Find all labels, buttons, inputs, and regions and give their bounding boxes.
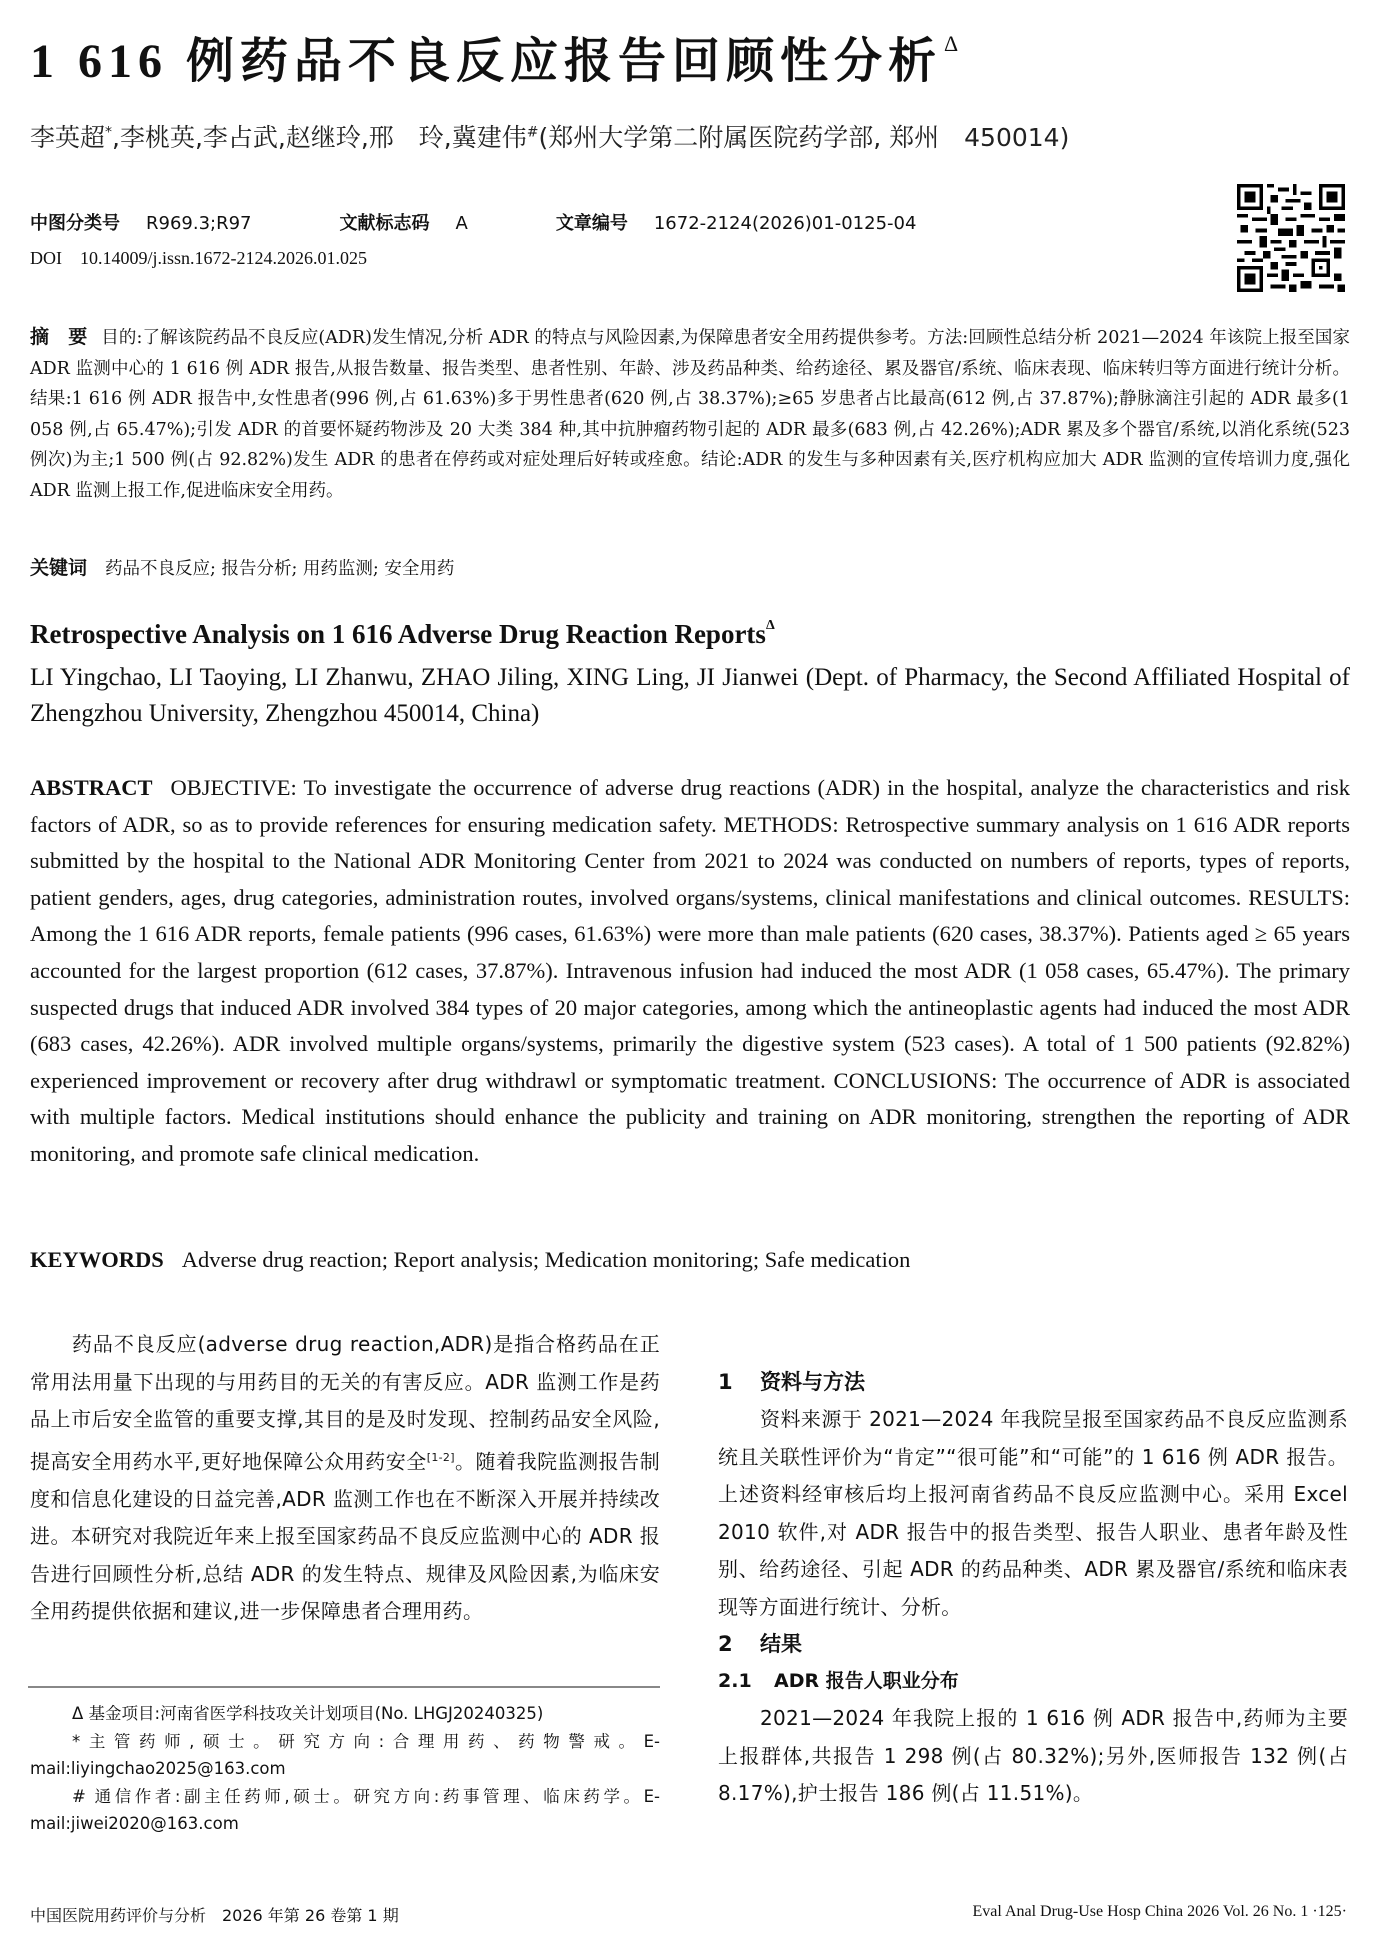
keywords-cn [30, 553, 454, 580]
abstract-en-label: ABSTRACT [30, 775, 153, 800]
doi-value[interactable]: 10.14009/j.issn.1672-2124.2026.01.025 [80, 248, 368, 268]
english-title [30, 618, 775, 650]
doccode-label: 文献标志码 [339, 213, 430, 234]
intro-text-a: 药品不良反应(adverse drug reaction,ADR)是指合格药品在正常用法用量下出现的与用药目的无关的有害反应。ADR 监测工作是药品上市后安全监管的重要支撑,其目的是及时发现、控制药品安全风险,提高安全用药水平,更好地保障公众用药安全 [30, 1332, 660, 1474]
qr-code-icon[interactable] [1237, 184, 1345, 292]
article-title-text: 1 616 例药品不良反应报告回顾性分析 [30, 35, 943, 88]
english-fund-mark: Δ [765, 618, 775, 633]
footer-journal-en: Eval Anal Drug-Use Hosp China 2026 Vol. 26 No. 1 ·125· [972, 1903, 1347, 1920]
abstract-cn [30, 322, 1350, 506]
section-2-heading [718, 1626, 1348, 1663]
affiliation: (郑州大学第二附属医院药学部, 郑州 450014) [538, 123, 1070, 152]
section-2-1-number: 2.1 [718, 1670, 752, 1692]
abstract-en [30, 770, 1350, 1173]
article-title [30, 22, 964, 91]
first-author: 李英超 [30, 123, 106, 152]
first-author-mark: * [105, 124, 113, 141]
fund-mark: Δ [944, 31, 965, 56]
section-2-1-paragraph: 2021—2024 年我院上报的 1 616 例 ADR 报告中,药师为主要上报群体,共报告 1 298 例(占 80.32%);另外,医师报告 132 例(占 8.17%),护士报告 186 例(占 11.51%)。 [718, 1706, 1348, 1805]
english-authors: LI Yingchao, LI Taoying, LI Zhanwu, ZHAO Jiling, XING Ling, JI Jianwei (Dept. of Pharmacy, the Second Affiliated Hospital of Zhengzhou University, Zhengzhou 450014, China) [30, 664, 1350, 727]
keywords-cn-text: 药品不良反应; 报告分析; 用药监测; 安全用药 [105, 559, 455, 579]
footnote-corresponding: # 通信作者:副主任药师,硕士。研究方向:药事管理、临床药学。E-mail:jiwei2020@163.com [30, 1786, 660, 1833]
abstract-cn-label: 摘 要 [30, 326, 88, 348]
citation-ref[interactable]: [1-2] [426, 1450, 455, 1464]
author-line [30, 118, 1069, 154]
body-left-column [30, 1326, 660, 1631]
doi-label: DOI [30, 248, 62, 268]
footnote-fund: Δ 基金项目:河南省医学科技攻关计划项目(No. LHGJ20240325) [72, 1704, 544, 1723]
article-number-value: 1672-2124(2026)01-0125-04 [653, 213, 917, 234]
footnote-author: *主管药师,硕士。研究方向:合理用药、药物警戒。E-mail:liyingchao2025@163.com [30, 1731, 660, 1778]
footnotes [30, 1700, 660, 1838]
abstract-cn-text: 目的:了解该院药品不良反应(ADR)发生情况,分析 ADR 的特点与风险因素,为保障患者安全用药提供参考。方法:回顾性总结分析 2021—2024 年该院上报至国家 ADR 监测中心的 1 616 例 ADR 报告,从报告数量、报告类型、患者性别、年龄、涉及药品种类、给药途径、累及器官/系统、临床表现、临床转归等方面进行统计分析。结果:1 616 例 ADR 报告中,女性患者(996 例,占 61.63%)多于男性患者(620 例,占 38.37%);≥65 岁患者占比最高(612 例,占 37.87%);静脉滴注引起的 ADR 最多(1 058 例,占 65.47%);引发 ADR 的首要怀疑药物涉及 20 大类 384 种,其中抗肿瘤药物引起的 ADR 最多(683 例,占 42.26%);ADR 累及多个器官/系统,以消化系统(523 例次)为主;1 500 例(占 92.82%)发生 ADR 的患者在停药或对症处理后好转或痊愈。结论:ADR 的发生与多种因素有关,医疗机构应加大 ADR 监测的宣传培训力度,强化 ADR 监测上报工作,促进临床安全用药。 [30, 328, 1350, 501]
intro-paragraph [30, 1326, 660, 1631]
section-1-title: 资料与方法 [760, 1370, 865, 1394]
doi-line [30, 248, 367, 269]
english-title-text: Retrospective Analysis on 1 616 Adverse Drug Reaction Reports [30, 619, 766, 649]
article-number-label: 文章编号 [555, 213, 628, 234]
keywords-cn-label: 关键词 [30, 557, 88, 579]
doccode-value: A [455, 213, 468, 234]
section-2-number: 2 [718, 1632, 733, 1656]
body-right-column [718, 1364, 1348, 1813]
section-1-heading [718, 1364, 1348, 1401]
corresponding-mark: # [526, 124, 539, 141]
keywords-en-label: KEYWORDS [30, 1247, 164, 1272]
section-1-paragraph: 资料来源于 2021—2024 年我院呈报至国家药品不良反应监测系统且关联性评价为“肯定”“很可能”和“可能”的 1 616 例 ADR 报告。上述资料经审核后均上报河南省药品不良反应监测中心。采用 Excel 2010 软件,对 ADR 报告中的报告类型、报告人职业、患者年龄及性别、给药途径、引起 ADR 的药品种类、ADR 累及器官/系统和临床表现等方面进行统计、分析。 [718, 1407, 1348, 1619]
section-2-title: 结果 [760, 1632, 802, 1656]
section-1-number: 1 [718, 1370, 733, 1394]
classification-line [30, 209, 916, 235]
other-authors: ,李桃英,李占武,赵继玲,邢 玲,冀建伟 [112, 123, 527, 152]
footer-journal-cn: 中国医院用药评价与分析 2026 年第 26 卷第 1 期 [30, 1906, 399, 1925]
section-2-1-heading [718, 1663, 1348, 1700]
clc-value: R969.3;R97 [146, 213, 252, 234]
keywords-en-text: Adverse drug reaction; Report analysis; Medication monitoring; Safe medication [181, 1247, 911, 1272]
intro-text-b: 。随着我院监测报告制度和信息化建设的日益完善,ADR 监测工作也在不断深入开展并持续改进。本研究对我院近年来上报至国家药品不良反应监测中心的 ADR 报告进行回顾性分析,总结 ADR 的发生特点、规律及风险因素,为临床安全用药提供依据和建议,进一步保障患者合理用药。 [30, 1449, 661, 1624]
section-2-1-title: ADR 报告人职业分布 [774, 1670, 959, 1692]
abstract-en-text: OBJECTIVE: To investigate the occurrence of adverse drug reactions (ADR) in the hospital, analyze the characteristics and risk factors of ADR, so as to provide references for ensuring medication safety. METHODS: Retrospective summary analysis on 1 616 ADR reports submitted by the hospital to the National ADR Monitoring Center from 2021 to 2024 was conducted on numbers of reports, types of reports, patient genders, ages, drug categories, administration routes, involved organs/systems, clinical manifestations and clinical outcomes. RESULTS: Among the 1 616 ADR reports, female patients (996 cases, 61.63%) were more than male patients (620 cases, 38.37%). Patients aged ≥ 65 years accounted for the largest proportion (612 cases, 37.87%). Intravenous infusion had induced the most ADR (1 058 cases, 65.47%). The primary suspected drugs that induced ADR involved 384 types of 20 major categories, among which the antineoplastic agents had induced the most ADR (683 cases, 42.26%). ADR involved multiple organs/systems, primarily the digestive system (523 cases). A total of 1 500 patients (92.82%) experienced improvement or recovery after drug withdrawl or symptomatic treatment. CONCLUSIONS: The occurrence of ADR is associated with multiple factors. Medical institutions should enhance the publicity and training on ADR monitoring, strengthen the reporting of ADR monitoring, and promote safe clinical medication. [30, 775, 1350, 1166]
footnote-divider [28, 1686, 660, 1688]
clc-label: 中图分类号 [30, 213, 120, 234]
keywords-en [30, 1247, 910, 1273]
